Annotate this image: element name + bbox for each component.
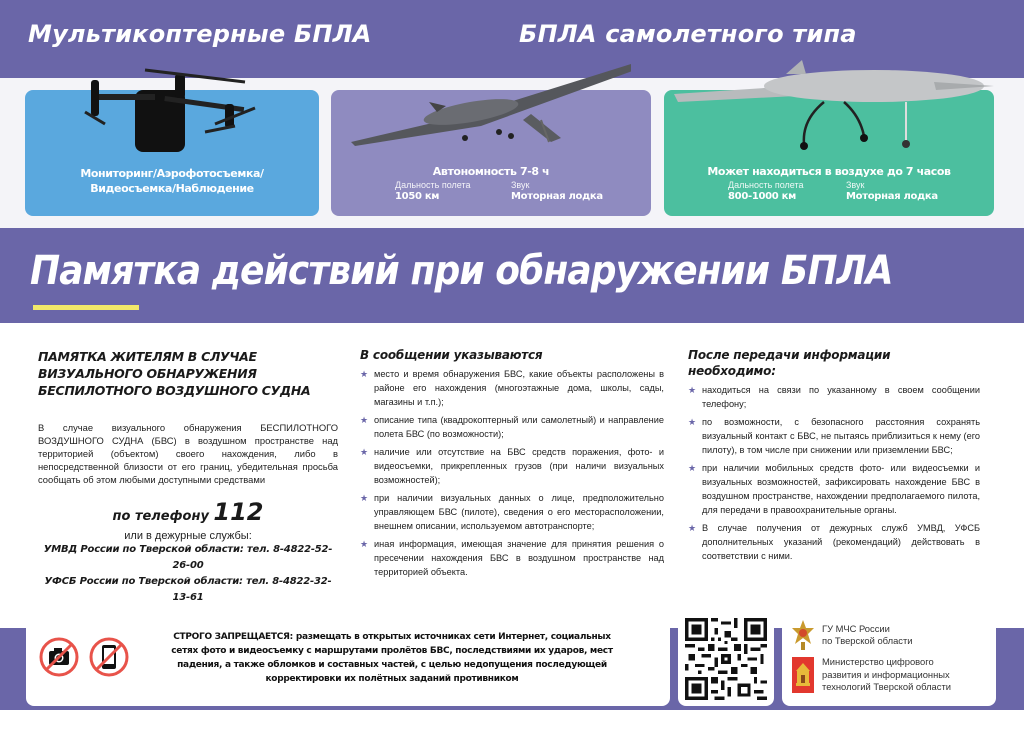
list-item [688,415,980,457]
star-bullet-icon: ★ [360,493,369,503]
sound-label: Звук [511,180,530,190]
list-item-text: В случае получения от дежурных служб УМВД, УФСБ дополнительных указаний (рекомендаций) действовать в соответствии с ними. [702,523,980,561]
phone-number-112: 112 [213,498,264,526]
multicopter-card [25,90,319,216]
star-bullet-icon: ★ [688,463,697,473]
residents-memo-heading [38,348,338,399]
plane-section-title: БПЛА самолетного типа [519,20,857,48]
star-bullet-icon: ★ [360,369,369,379]
list-item-text: описание типа (квадрокоптерный или самолетный) и направление полета БВС (по возможности); [374,415,664,439]
card-caption: Автономность 7-8 ч [432,165,550,178]
list-item [688,461,980,517]
message-contents-column [360,340,664,583]
mchs-emblem-icon [792,620,814,650]
range-spec [728,180,846,203]
logo-text-line: Министерство цифрового [822,656,934,667]
residents-memo-column [38,340,338,606]
star-bullet-icon: ★ [688,523,697,533]
list-item-text: при наличии визуальных данных о лице, предположительно управляющем БВС (пилоте), сведения о его месторасположении, внешнем описании, используемом автотранспорте; [374,493,664,531]
after-report-column [688,340,980,567]
fixed-wing-drone-icon [351,64,631,154]
multicopter-section-title: Мультикоптерные БПЛА [28,20,372,48]
prohibition-line: сетях фото и видеосъемку с маршрутами пролётов БВС, последствиями их ударов, мест [171,646,613,656]
after-report-list [688,383,980,563]
list-item [360,537,664,579]
sound-label: Звук [846,180,865,190]
prohibition-line: корректировки их полётных заданий противником [265,674,519,684]
title-underline-accent [33,305,139,310]
star-bullet-icon: ★ [360,539,369,549]
range-label: Дальность полета [728,180,804,190]
fixed-wing-card [331,90,651,216]
page-title: Памятка действий при обнаружении БПЛА [30,248,893,294]
prohibition-notice-card [26,608,670,706]
ufsb-phone: УФСБ России по Тверской области: тел. 8-4822-32-13-61 [44,576,332,603]
star-bullet-icon: ★ [360,447,369,457]
ministry-name [822,656,951,694]
card-caption-line: Мониторинг/Аэрофотосъемка/ [80,167,264,180]
list-item [688,521,980,563]
residents-memo-body: В случае визуального обнаружения БЕСПИЛОТНОГО ВОЗДУШНОГО СУДНА (БВС) в воздушном пространстве над территорией (объектом) своего нахождения, либо в непосредственной близости от его границ, убедительная просьба сообщать об этом любыми доступными средствами [38,422,338,485]
organizations-card [782,608,996,706]
emergency-phone [38,498,338,526]
star-bullet-icon: ★ [360,415,369,425]
sound-spec [846,180,938,203]
list-item [360,491,664,533]
list-item [360,367,664,409]
no-photo-icon [38,636,80,678]
ministry-logo-row [792,656,951,694]
range-value: 800-1000 км [728,191,796,202]
star-bullet-icon: ★ [688,385,697,395]
phone-prefix: по телефону [112,509,209,524]
sound-value: Моторная лодка [511,191,603,202]
mchs-logo-row [792,620,913,650]
prohibition-text [152,630,632,686]
jet-drone-card [664,90,994,216]
umvd-phone: УМВД России по Тверской области: тел. 8-4822-52-26-00 [43,544,333,571]
sound-value: Моторная лодка [846,191,938,202]
qr-code[interactable] [685,618,767,700]
heading-line: БЕСПИЛОТНОГО ВОЗДУШНОГО СУДНА [38,383,311,398]
sound-spec [511,180,603,203]
jet-drone-icon [674,60,994,160]
range-value: 1050 км [395,191,440,202]
card-caption-line: Видеосъемка/Наблюдение [90,182,254,195]
star-bullet-icon: ★ [688,417,697,427]
qr-code-card [678,608,774,706]
list-item-text: наличие или отсутствие на БВС средств поражения, фото- и видеосъемки, прикрепленных грузов (при наличи визуальных возможностей); [374,447,664,485]
range-label: Дальность полета [395,180,471,190]
heading-line: ПАМЯТКА ЖИТЕЛЯМ В СЛУЧАЕ [38,349,257,364]
list-item-text: по возможности, с безопасного расстояния сохранять визуальный контакт с БВС, не пытаясь приблизиться к нему (его пилоту), в том числе при снижении или приземлении БВС; [702,417,980,455]
logo-text-line: развития и информационных [822,668,950,680]
card-caption: Может находиться в воздухе до 7 часов [707,165,951,178]
no-phone-icon [88,636,130,678]
duty-services-label: или в дежурные службы: [124,530,252,542]
prohibition-line: СТРОГО ЗАПРЕЩАЕТСЯ: размещать в открытых источниках сети Интернет, социальных [173,632,611,642]
list-item [360,413,664,441]
after-report-heading: После передачи информации необходимо: [688,348,891,378]
logo-text-line: технологий Тверской области [822,681,951,692]
heading-line: ВИЗУАЛЬНОГО ОБНАРУЖЕНИЯ [38,366,257,381]
list-item-text: при наличии мобильных средств фото- или видеосъемки и визуальных возможностей, зафиксировать нахождение БВС в воздушном пространстве, нахождении предполагаемого пилота, для передачи в правоохранительные органы. [702,463,980,515]
list-item-text: иная информация, имеющая значение для принятия решения о пресечении нахождения БВС в воздушном пространстве над территорией объекта. [374,539,664,577]
multicopter-drone-icon [75,68,275,158]
logo-text-line: ГУ МЧС России [822,622,890,634]
list-item [360,445,664,487]
prohibition-line: падения, а также обломков и составных частей, с целью недопущения последующей [177,660,607,670]
range-spec [395,180,511,203]
message-contents-heading: В сообщении указываются [360,348,543,362]
logo-text-line: по Тверской области [822,635,913,646]
tver-coat-of-arms-icon [792,657,814,693]
list-item-text: находиться на связи по указанному в своем сообщении телефону; [702,385,980,409]
message-contents-list [360,367,664,579]
mchs-name [822,623,913,648]
list-item [688,383,980,411]
list-item-text: место и время обнаружения БВС, какие объекты расположены в районе его нахождения (многоэтажные дома, школы, сады, магазины и т.п.); [374,369,664,407]
